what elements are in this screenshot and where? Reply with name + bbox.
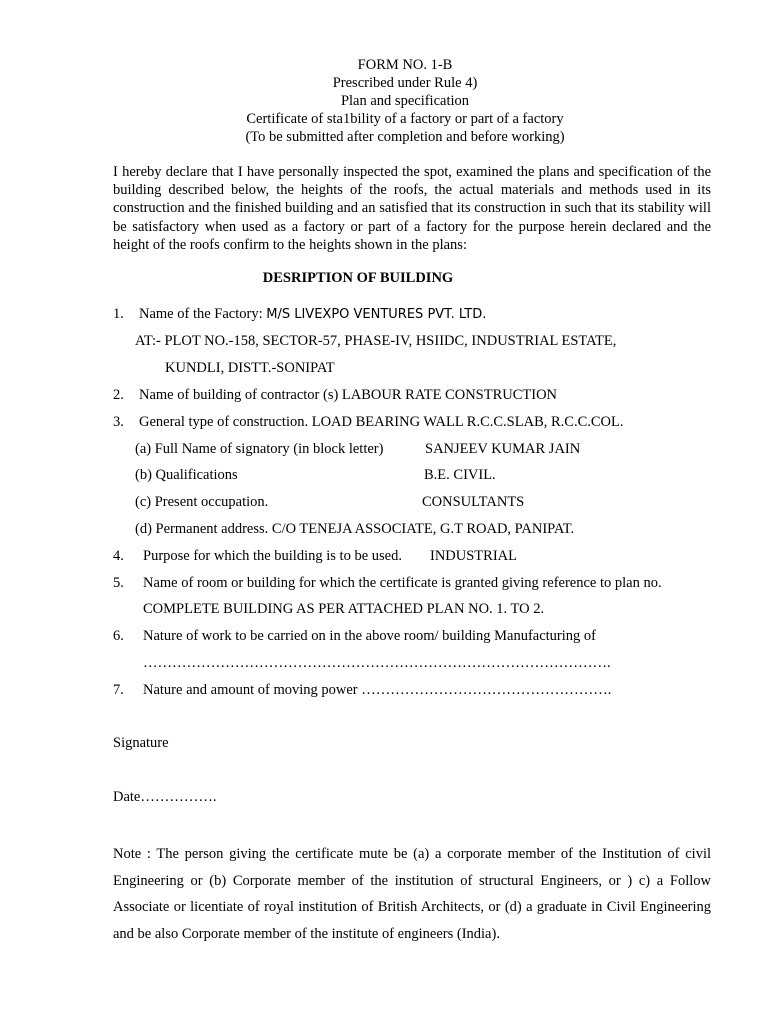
item-3-number: 3. [113, 414, 124, 430]
item-6-number: 6. [113, 628, 124, 644]
signature-label: Signature [113, 735, 169, 751]
subitem-b-value: B.E. CIVIL. [424, 467, 496, 483]
form-instruction: (To be submitted after completion and before working) [245, 129, 565, 145]
subitem-c-label: (c) Present occupation. [135, 494, 269, 510]
subitem-d-text: (d) Permanent address. C/O TENEJA ASSOCIATE, G.T ROAD, PANIPAT. [135, 521, 575, 537]
item-7-number: 7. [113, 682, 124, 698]
item-1 [113, 305, 124, 323]
factory-name-value: M/S LIVEXPO VENTURES PVT. LTD. [266, 307, 487, 322]
form-header [0, 56, 768, 146]
date-label: Date……………. [113, 789, 217, 805]
item-5-number: 5. [113, 575, 124, 591]
factory-name-label: Name of the Factory: [139, 306, 267, 322]
factory-address-line-1: AT:- PLOT NO.-158, SECTOR-57, PHASE-IV, HSIIDC, INDUSTRIAL ESTATE, [135, 333, 617, 349]
form-number: FORM NO. 1-B [357, 57, 453, 73]
item-4-label: Purpose for which the building is to be used. [143, 548, 402, 564]
item-6-text: Nature of work to be carried on in the above room/ building Manufacturing of [143, 628, 596, 644]
item-2-number: 2. [113, 387, 124, 403]
section-title: DESRIPTION OF BUILDING [262, 270, 454, 286]
subitem-a-label: (a) Full Name of signatory (in block letter) [135, 441, 384, 457]
item-2-text: Name of building of contractor (s) LABOUR RATE CONSTRUCTION [139, 387, 558, 403]
item-3-text: General type of construction. LOAD BEARING WALL R.C.C.SLAB, R.C.C.COL. [139, 414, 624, 430]
item-5-continuation: COMPLETE BUILDING AS PER ATTACHED PLAN NO. 1. TO 2. [143, 601, 545, 617]
note-paragraph: Note : The person giving the certificate mute be (a) a corporate member of the Institution of civil Engineering or (b) Corporate member of the institution of structural Engineers, or ) c) a Follow Associate or licentiate of royal institution of British Architects, or (d) a graduate in Civil Engineering and be also Corporate member of the institute of engineers (India). [113, 846, 711, 942]
item-4-value: INDUSTRIAL [430, 548, 517, 564]
factory-address-line-2: KUNDLI, DISTT.-SONIPAT [165, 360, 335, 376]
subitem-c-value: CONSULTANTS [422, 494, 525, 510]
declaration-paragraph: I hereby declare that I have personally inspected the spot, examined the plans and specification of the building described below, the heights of the roofs, the actual materials and methods used in its construction and the finished building and an satisfied that its construction in such that its stability will be satisfactory when used as a factory or part of a factory for the purpose herein declared and the height of the roofs confirm to the heights shown in the plans: [113, 164, 711, 253]
item-1-text [139, 305, 486, 324]
item-number: 1. [113, 306, 124, 322]
form-title: Certificate of sta1bility of a factory or part of a factory [246, 111, 564, 127]
form-rule: Prescribed under Rule 4) [332, 75, 478, 91]
subitem-a-value: SANJEEV KUMAR JAIN [425, 441, 581, 457]
item-7-text: Nature and amount of moving power ……………………………………………. [143, 682, 612, 698]
form-subtitle: Plan and specification [340, 93, 470, 109]
item-5-text: Name of room or building for which the certificate is granted giving reference to plan no. [143, 575, 662, 591]
item-6-blank-line: ……………………………………………………………………………………. [143, 655, 611, 671]
item-4-number: 4. [113, 548, 124, 564]
subitem-b-label: (b) Qualifications [135, 467, 238, 483]
